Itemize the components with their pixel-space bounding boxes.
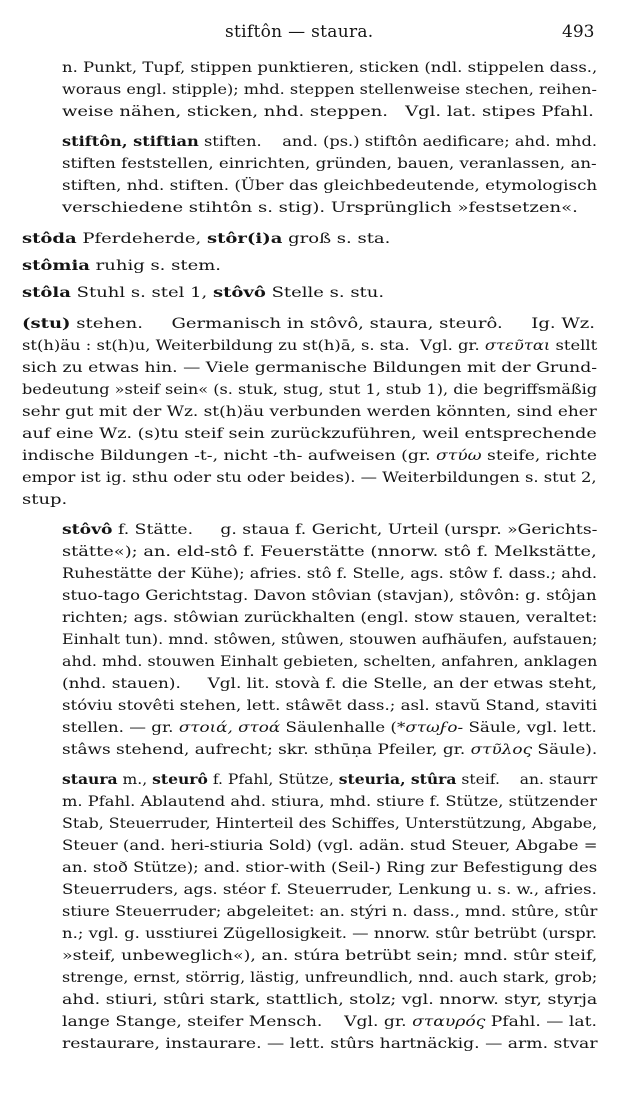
- greek-word: στοιά, στοά: [178, 720, 281, 736]
- text-run: lange Stange, steifer Mensch. Vgl. gr.: [62, 1014, 413, 1030]
- text-line: [62, 155, 597, 173]
- text-run: richten; ags. stôwian zurückhalten (engl. stow stauen, veraltet:: [62, 610, 598, 626]
- text-run: Ruhestätte der Kühe); afries. stô f. Stelle, ags. stôw f. dass.; ahd.: [62, 566, 598, 582]
- text-line: [22, 403, 597, 421]
- text-line: [62, 81, 597, 99]
- text-run: bedeutung »steif sein« (s. stuk, stug, stut 1, stub 1), die begriffsmäßig: [22, 382, 598, 398]
- text-run: n. Punkt, Tupf, stippen punktieren, sticken (ndl. stippelen dass.,: [62, 60, 598, 76]
- text-line: [22, 337, 597, 355]
- text-line: [62, 521, 597, 539]
- text-line: [62, 815, 597, 833]
- greek-word: σταυρός: [412, 1014, 486, 1030]
- text-run: stiften, nhd. stiften. (Über das gleichbedeutende, etymologisch: [62, 178, 598, 194]
- headword: stôvô: [62, 521, 113, 538]
- text-run: stehen. Germanisch in stôvô, staura, steurô. Ig. Wz.: [70, 316, 596, 332]
- text-run: stellt: [550, 338, 598, 354]
- text-run: Stuhl s. stel 1,: [70, 285, 213, 301]
- text-line: [62, 793, 597, 811]
- text-line: [62, 859, 597, 877]
- text-run: Stelle s. stu.: [265, 285, 385, 301]
- text-line: [62, 837, 597, 855]
- text-run: Steuer (and. heri-stiuria Sold) (vgl. adän. stud Steuer, Abgabe =: [62, 838, 598, 854]
- text-run: steife, richte: [481, 448, 598, 464]
- headword: steurô: [152, 771, 208, 788]
- text-line: [62, 719, 597, 737]
- text-run: Pfahl. — lat.: [485, 1014, 597, 1030]
- text-run: f. Pfahl, Stütze,: [207, 772, 339, 788]
- greek-word: στεῦται: [484, 338, 551, 354]
- headword: stôvô: [212, 284, 266, 301]
- text-line: [62, 653, 597, 671]
- text-run: Pferdeherde,: [76, 231, 207, 247]
- text-run: stup.: [22, 492, 68, 508]
- headword: (stu): [22, 315, 71, 332]
- text-line: [62, 565, 597, 583]
- text-run: m.,: [117, 772, 153, 788]
- text-line: [22, 447, 597, 465]
- text-run: stellen. — gr.: [62, 720, 179, 736]
- text-run: auf eine Wz. (s)tu steif sein zurückzuführen, weil entsprechende: [22, 426, 597, 442]
- text-run: st(h)äu : st(h)u, Weiterbildung zu st(h)ā, s. sta. Vgl. gr.: [22, 338, 485, 354]
- text-line: [62, 741, 597, 759]
- headword: stôda: [22, 230, 77, 247]
- text-run: ahd. stiuri, stûri stark, stattlich, stolz; vgl. nnorw. styr, styrja: [62, 992, 598, 1008]
- text-line: [62, 59, 597, 77]
- text-line: [62, 697, 597, 715]
- text-line: [62, 1013, 597, 1031]
- text-run: ahd. mhd. stouwen Einhalt gebieten, schelten, anfahren, anklagen: [62, 654, 598, 670]
- text-run: stóviu stovêti stehen, lett. stâwēt dass.; asl. stavŭ Stand, staviti: [62, 698, 598, 714]
- page-header: [0, 22, 625, 46]
- text-line: [22, 359, 597, 377]
- headword: stômia: [22, 257, 90, 274]
- text-line: [22, 257, 221, 275]
- headword: staura: [62, 771, 118, 788]
- text-run: m. Pfahl. Ablautend ahd. stiura, mhd. stiure f. Stütze, stützender: [62, 794, 598, 810]
- text-run: indische Bildungen -t-, nicht -th- aufweisen (gr.: [22, 448, 437, 464]
- text-run: »steif, unbeweglich«), an. stúra betrübt sein; mnd. stûr steif,: [62, 948, 598, 964]
- text-run: (nhd. stauen). Vgl. lit. stovà f. die Stelle, an der etwas steht,: [62, 676, 597, 692]
- text-line: [62, 609, 597, 627]
- greek-word: στῦλος: [470, 742, 533, 758]
- text-run: empor ist ig. sthu oder stu oder beides). — Weiterbildungen s. stut 2,: [22, 470, 597, 486]
- text-line: [62, 133, 597, 151]
- text-run: stiften. and. (ps.) stiftôn aedificare; ahd. mhd.: [198, 134, 598, 150]
- text-run: stätte«); an. eld-stô f. Feuerstätte (nnorw. stô f. Melkstätte,: [62, 544, 597, 560]
- text-line: [22, 491, 67, 509]
- text-line: [62, 675, 597, 693]
- text-run: n.; vgl. g. usstiurei Zügellosigkeit. — nnorw. stûr betrübt (urspr.: [62, 926, 597, 942]
- greek-word: στύω: [436, 448, 482, 464]
- text-line: [62, 1035, 598, 1053]
- text-run: Säule, vgl. lett.: [463, 720, 597, 736]
- text-run: Stab, Steuerruder, Hinterteil des Schiffes, Unterstützung, Abgabe,: [62, 816, 598, 832]
- text-run: weise nähen, sticken, nhd. steppen. Vgl. lat. stipes Pfahl.: [62, 104, 594, 120]
- text-run: Säulenhalle (: [280, 720, 397, 736]
- text-run: stiure Steuerruder; abgeleitet: an. stýri n. dass., mnd. stûre, stûr: [62, 904, 598, 920]
- text-run: an. stoð Stütze); and. stior-with (Seil-) Ring zur Befestigung des: [62, 860, 598, 876]
- text-run: strenge, ernst, störrig, lästig, unfreundlich, nnd. auch stark, grob;: [62, 970, 598, 986]
- text-line: [62, 903, 597, 921]
- text-run: sich zu etwas hin. — Viele germanische Bildungen mit der Grund-: [22, 360, 598, 376]
- page-number: 493: [562, 22, 595, 42]
- text-run: ruhig s. stem.: [89, 258, 222, 274]
- text-line: [62, 881, 597, 899]
- text-line: [62, 947, 597, 965]
- text-line: [22, 284, 384, 302]
- text-run: f. Stätte. g. staua f. Gericht, Urteil (urspr. »Gerichts-: [112, 522, 598, 538]
- text-run: stuo-tago Gerichtstag. Davon stôvian (stavjan), stôvôn: g. stôjan: [62, 588, 597, 604]
- text-line: [62, 177, 597, 195]
- text-run: Säule).: [532, 742, 598, 758]
- headword: stôla: [22, 284, 71, 301]
- text-line: [62, 991, 597, 1009]
- text-line: [22, 230, 390, 248]
- text-line: [62, 543, 597, 561]
- text-line: [62, 199, 578, 217]
- text-run: stiften feststellen, einrichten, gründen, bauen, veranlassen, an-: [62, 156, 597, 172]
- text-line: [22, 469, 597, 487]
- text-run: verschiedene stihtôn s. stig). Ursprünglich »festsetzen«.: [62, 200, 578, 216]
- text-line: [22, 425, 597, 443]
- text-run: sehr gut mit der Wz. st(h)äu verbunden werden könnten, sind eher: [22, 404, 597, 420]
- text-run: groß s. sta.: [282, 231, 391, 247]
- headword: steuria, stûra: [338, 771, 457, 788]
- text-line: [62, 587, 597, 605]
- text-line: [62, 771, 597, 789]
- text-run: steif. an. staurr: [456, 772, 598, 788]
- text-line: [62, 103, 594, 121]
- text-run: Einhalt tun). mnd. stôwen, stûwen, stouwen aufhäufen, aufstauen;: [62, 632, 598, 648]
- headword: stiftôn, stiftian: [62, 133, 199, 150]
- text-run: woraus engl. stipple); mhd. steppen stellenweise stechen, reihen-: [62, 82, 597, 98]
- text-line: [62, 969, 597, 987]
- running-head: stiftôn — staura.: [225, 22, 374, 42]
- text-line: [22, 315, 595, 333]
- headword: stôr(i)a: [206, 230, 283, 247]
- text-run: Steuerruders, ags. stéor f. Steuerruder, Lenkung u. s. w., afries.: [62, 882, 597, 898]
- greek-word: *στωϝο-: [396, 720, 464, 736]
- text-line: [62, 925, 597, 943]
- text-line: [22, 381, 597, 399]
- text-line: [62, 631, 598, 649]
- text-run: stâws stehend, aufrecht; skr. sthūṇa Pfeiler, gr.: [62, 742, 471, 758]
- text-run: restaurare, instaurare. — lett. stûrs hartnäckig. — arm. stvar: [62, 1036, 598, 1052]
